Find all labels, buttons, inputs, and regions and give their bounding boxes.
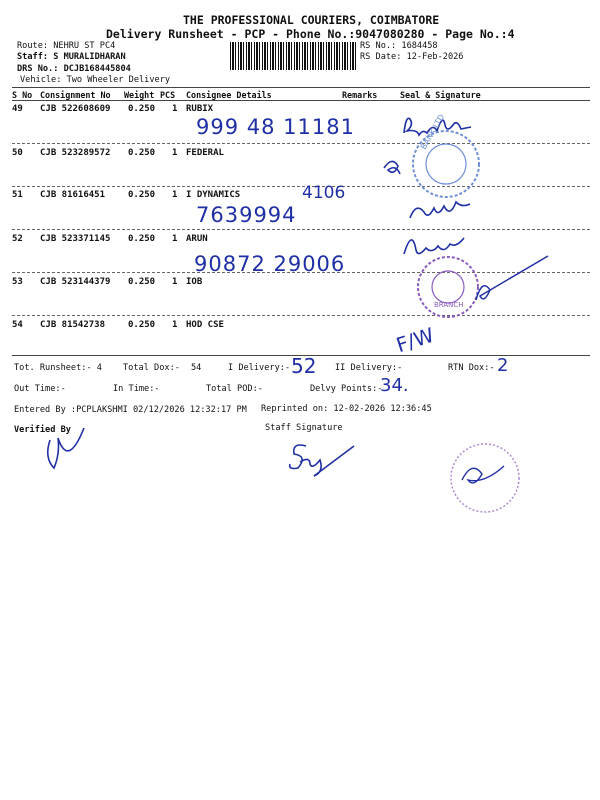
row-weight: 0.250: [128, 277, 156, 287]
reprinted-on: Reprinted on: 12-02-2026 12:36:45: [261, 404, 432, 414]
handwritten-fw: F/W: [393, 322, 437, 358]
staff-signature-mark: [290, 445, 354, 476]
row-consignment: CJB 523289572: [40, 148, 111, 158]
row-pcs: 1: [172, 148, 178, 158]
row-consignee: RUBIX: [186, 104, 214, 114]
row-pcs: 1: [172, 320, 178, 330]
tot-runsheet: Tot. Runsheet:- 4: [14, 363, 102, 373]
company-title: THE PROFESSIONAL COURIERS, COIMBATORE: [183, 13, 440, 27]
vehicle-label: Vehicle: Two Wheeler Delivery: [20, 75, 171, 85]
signature-50: [384, 161, 400, 174]
col-remarks: Remarks: [342, 90, 378, 100]
row-weight: 0.250: [128, 320, 156, 330]
signature-52: [404, 238, 464, 254]
branch-stamp-inner: [432, 271, 464, 303]
total-pod-label: Total POD:-: [206, 384, 263, 394]
col-consignee: Consignee Details: [186, 90, 272, 100]
row-pcs: 1: [172, 104, 178, 114]
row-sno: 52: [12, 234, 23, 244]
row-sno: 54: [12, 320, 23, 330]
handwritten-phone-51: 7639994: [196, 203, 297, 227]
route-label: Route: NEHRU ST PC4: [17, 41, 116, 51]
row-consignment: CJB 81616451: [40, 190, 106, 200]
row-consignee: ARUN: [186, 234, 208, 244]
row-weight: 0.250: [128, 234, 156, 244]
row-consignee: IOB: [186, 277, 203, 287]
stamp-text-bank: BANK LTD: [418, 112, 447, 151]
runsheet-subtitle: Delivery Runsheet - PCP - Phone No.:9047080280 - Page No.:4: [106, 27, 515, 41]
staff-label: Staff: S MURALIDHARAN: [17, 52, 126, 62]
col-seal-signature: Seal & Signature: [400, 90, 481, 100]
col-pcs: PCS: [160, 90, 176, 100]
drs-label: DRS No.: DCJB168445804: [17, 64, 131, 74]
col-consignment: Consignment No: [40, 90, 111, 100]
row-sno: 53: [12, 277, 23, 287]
row-weight: 0.250: [128, 148, 156, 158]
row-pcs: 1: [172, 234, 178, 244]
rs-date: RS Date: 12-Feb-2026: [360, 52, 464, 62]
col-weight: Weight: [124, 90, 155, 100]
rs-number: RS No.: 1684458: [360, 41, 438, 51]
staff-signature-label: Staff Signature: [265, 423, 343, 433]
signature-53: [476, 256, 548, 300]
row-consignment: CJB 523371145: [40, 234, 111, 244]
row-sno: 51: [12, 190, 23, 200]
total-dox-value: 54: [191, 363, 202, 373]
row-consignee: FEDERAL: [186, 148, 224, 158]
rtn-dox-label: RTN Dox:-: [448, 363, 495, 373]
verified-by-label: Verified By: [14, 425, 71, 435]
row-pcs: 1: [172, 190, 178, 200]
row-weight: 0.250: [128, 104, 156, 114]
handwritten-phone-52: 90872 29006: [194, 252, 346, 276]
stamp-text-branch: BRANCH: [434, 301, 464, 309]
delvy-points-value: 34.: [380, 375, 409, 396]
row-pcs: 1: [172, 277, 178, 287]
rtn-dox-value: 2: [497, 355, 509, 376]
signature-51: [410, 202, 470, 218]
row-sno: 49: [12, 104, 23, 114]
handwritten-phone-49: 999 48 11181: [196, 115, 355, 139]
bank-stamp-inner: [426, 144, 466, 184]
row-weight: 0.250: [128, 190, 156, 200]
row-consignment: CJB 523144379: [40, 277, 111, 287]
i-delivery-value: 52: [291, 354, 317, 378]
row-consignee: HOD CSE: [186, 320, 224, 330]
delvy-points-label: Delvy Points:-: [310, 384, 383, 394]
row-sno: 50: [12, 148, 23, 158]
out-time-label: Out Time:-: [14, 384, 66, 394]
row-consignee: I DYNAMICS: [186, 190, 241, 200]
ii-delivery-label: II Delivery:-: [335, 363, 403, 373]
col-sno: S No: [12, 90, 33, 100]
total-dox-label: Total Dox:-: [123, 363, 180, 373]
i-delivery-label: I Delivery:-: [228, 363, 291, 373]
row-consignment: CJB 522608609: [40, 104, 111, 114]
entered-by: Entered By :PCPLAKSHMI 02/12/2026 12:32:17 PM: [14, 405, 247, 415]
handwritten-phone-51-top: 4106: [302, 183, 346, 203]
row-consignment: CJB 81542738: [40, 320, 106, 330]
faint-signature: [462, 466, 504, 483]
in-time-label: In Time:-: [113, 384, 160, 394]
